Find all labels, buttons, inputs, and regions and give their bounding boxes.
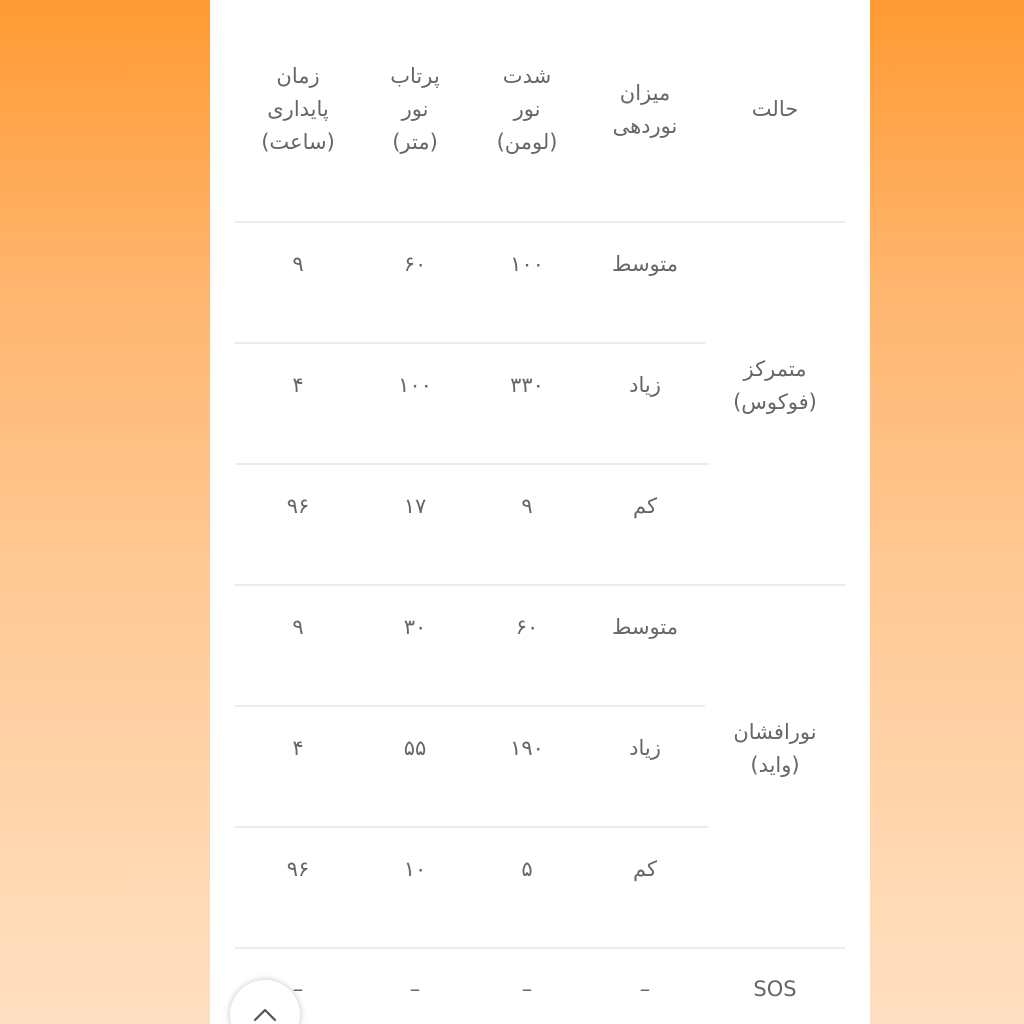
cell-throw: ۱۷ [403, 494, 427, 518]
cell-lumen: ۱۹۰ [510, 736, 544, 760]
cell-throw: ۵۵ [403, 736, 427, 760]
cell-throw: ۳۰ [403, 615, 427, 639]
row-divider [235, 221, 845, 223]
cell-level: – [639, 977, 651, 1001]
spec-table-card [210, 0, 870, 1024]
header-level: میزان نوردهی [612, 81, 678, 138]
cell-hours: ۹ [292, 615, 304, 639]
cell-mode-sos: SOS [753, 977, 797, 1001]
cell-level: زیاد [629, 373, 661, 397]
cell-level: زیاد [629, 736, 661, 760]
cell-throw: – [409, 977, 421, 1001]
row-divider [235, 826, 708, 828]
cell-hours: ۹ [292, 252, 304, 276]
row-divider [235, 947, 845, 949]
cell-hours: ۹۶ [286, 857, 310, 881]
cell-lumen: ۱۰۰ [510, 252, 544, 276]
row-divider [235, 342, 705, 344]
group-mode-focus: متمرکز (فوکوس) [733, 357, 817, 414]
cell-throw: ۱۰ [403, 857, 427, 881]
row-divider [235, 705, 705, 707]
cell-lumen: ۶۰ [515, 615, 539, 639]
cell-hours: – [292, 977, 304, 1001]
header-hours: زمان پایداری (ساعت) [261, 64, 335, 154]
cell-level: کم [633, 494, 657, 518]
header-lumen: شدت نور (لومن) [496, 64, 558, 154]
cell-lumen: – [521, 977, 533, 1001]
cell-lumen: ۹ [521, 494, 533, 518]
cell-lumen: ۳۳۰ [510, 373, 544, 397]
row-divider [235, 584, 845, 586]
chevron-up-icon [252, 1002, 278, 1024]
cell-level: متوسط [612, 252, 678, 276]
cell-hours: ۴ [292, 373, 304, 397]
cell-hours: ۴ [292, 736, 304, 760]
header-mode: حالت [751, 97, 799, 121]
group-mode-wide: نورافشان (واید) [733, 720, 817, 777]
cell-throw: ۶۰ [403, 252, 427, 276]
cell-throw: ۱۰۰ [398, 373, 432, 397]
cell-level: متوسط [612, 615, 678, 639]
cell-hours: ۹۶ [286, 494, 310, 518]
cell-level: کم [633, 857, 657, 881]
row-divider [235, 463, 710, 465]
cell-lumen: ۵ [521, 857, 533, 881]
header-throw: پرتاب نور (متر) [390, 64, 440, 154]
